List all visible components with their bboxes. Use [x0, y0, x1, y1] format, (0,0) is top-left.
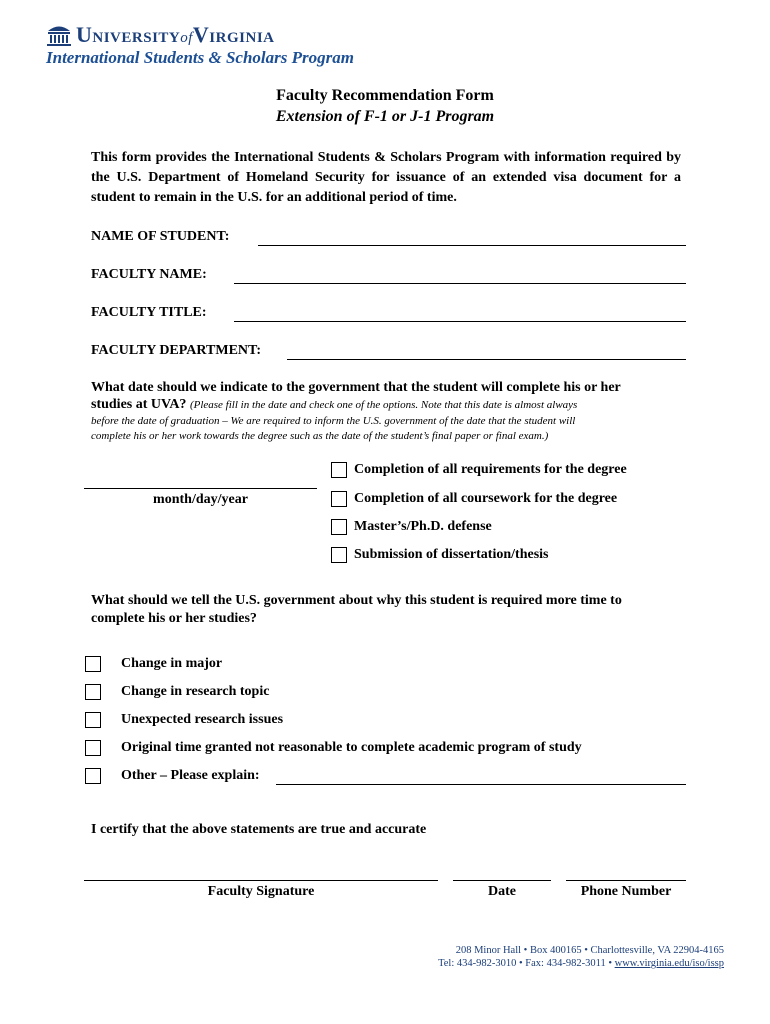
reason-question-line2: complete his or her studies? — [91, 611, 257, 626]
completion-date-line[interactable] — [84, 488, 317, 489]
date-line[interactable] — [453, 880, 551, 881]
faculty-department-label: FACULTY DEPARTMENT: — [91, 343, 261, 358]
faculty-title-line[interactable] — [234, 321, 686, 322]
signature-line[interactable] — [84, 880, 438, 881]
time-not-reasonable-label: Original time granted not reasonable to complete academic program of study — [121, 740, 582, 755]
date-question-note-b: before the date of graduation – We are required to inform the U.S. government of the date that the student will — [91, 415, 576, 427]
faculty-name-label: FACULTY NAME: — [91, 267, 207, 282]
change-research-checkbox[interactable] — [85, 684, 101, 700]
defense-checkbox[interactable] — [331, 519, 347, 535]
faculty-name-line[interactable] — [234, 283, 686, 284]
certify-statement: I certify that the above statements are true and accurate — [91, 822, 427, 837]
date-question — [91, 379, 681, 444]
defense-label: Master’s/Ph.D. defense — [354, 519, 492, 534]
change-research-label: Change in research topic — [121, 684, 270, 699]
signature-label: Faculty Signature — [207, 884, 315, 899]
unexpected-issues-label: Unexpected research issues — [121, 712, 284, 727]
completion-coursework-checkbox[interactable] — [331, 491, 347, 507]
phone-label: Phone Number — [580, 884, 672, 899]
footer-contact: Tel: 434-982-3010 • Fax: 434-982-3011 • www.virginia.edu/iso/issp — [438, 958, 724, 969]
footer — [438, 944, 724, 970]
date-label: Date — [488, 884, 516, 899]
reason-question-line1: What should we tell the U.S. government about why this student is required more time to — [91, 593, 622, 608]
dissertation-checkbox[interactable] — [331, 547, 347, 563]
form-title: Faculty Recommendation Form — [276, 87, 494, 104]
intro-paragraph: This form provides the International Students & Scholars Program with information required by the U.S. Department of Homeland Security for issuance of an extended visa document for a student to remain in the U.S. for an additional period of time. — [91, 150, 681, 205]
dissertation-label: Submission of dissertation/thesis — [354, 547, 549, 562]
completion-requirements-checkbox[interactable] — [331, 462, 347, 478]
student-name-label: NAME OF STUDENT: — [91, 229, 230, 244]
footer-website-link[interactable]: www.virginia.edu/iso/issp — [614, 958, 724, 969]
faculty-title-label: FACULTY TITLE: — [91, 305, 207, 320]
change-major-label: Change in major — [121, 656, 223, 671]
completion-requirements-label: Completion of all requirements for the degree — [354, 462, 627, 477]
form-subtitle: Extension of F-1 or J-1 Program — [275, 108, 495, 125]
other-explain-line[interactable] — [276, 784, 686, 785]
unexpected-issues-checkbox[interactable] — [85, 712, 101, 728]
other-label: Other – Please explain: — [121, 768, 260, 783]
date-question-line2: studies at UVA? (Please fill in the date and check one of the options. Note that this date is almost always — [91, 397, 578, 412]
other-checkbox[interactable] — [85, 768, 101, 784]
completion-coursework-label: Completion of all coursework for the degree — [354, 491, 618, 506]
phone-line[interactable] — [566, 880, 686, 881]
footer-address: 208 Minor Hall • Box 400165 • Charlottesville, VA 22904-4165 — [455, 945, 724, 956]
date-question-note-c: complete his or her work towards the degree such as the date of the student’s final paper or final exam.) — [91, 430, 549, 442]
rotunda-icon — [46, 23, 72, 47]
date-question-line1: What date should we indicate to the government that the student will complete his or her — [91, 380, 621, 395]
time-not-reasonable-checkbox[interactable] — [85, 740, 101, 756]
faculty-department-line[interactable] — [287, 359, 686, 360]
university-name: UniversityofVirginia — [76, 22, 275, 47]
change-major-checkbox[interactable] — [85, 656, 101, 672]
program-name: International Students & Scholars Program — [46, 48, 354, 67]
university-logo — [46, 22, 275, 48]
date-format-label: month/day/year — [153, 492, 248, 507]
student-name-line[interactable] — [258, 245, 686, 246]
